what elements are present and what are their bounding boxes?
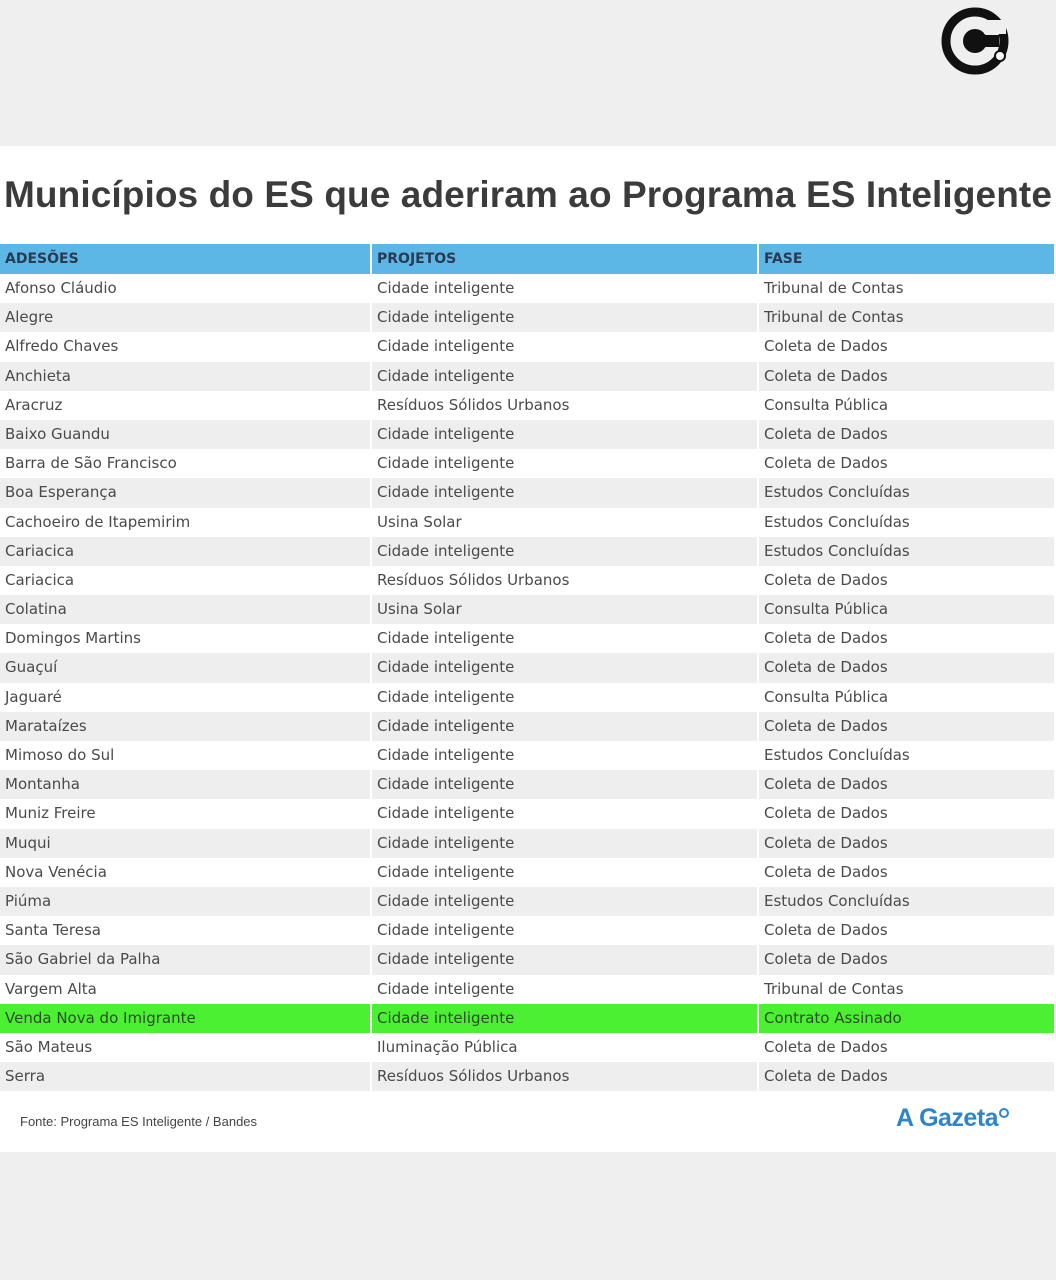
cell-fase: Coleta de Dados [759, 770, 1054, 799]
table-row [0, 362, 1054, 391]
cell-projeto: Cidade inteligente [372, 799, 759, 828]
cell-projeto: Iluminação Pública [372, 1033, 759, 1062]
cell-fase: Coleta de Dados [759, 858, 1054, 887]
cell-fase: Coleta de Dados [759, 799, 1054, 828]
cell-projeto: Cidade inteligente [372, 332, 759, 361]
cell-municipio: Colatina [0, 595, 372, 624]
table-row [0, 391, 1054, 420]
cell-municipio: Anchieta [0, 362, 372, 391]
cell-municipio: Alegre [0, 303, 372, 332]
cell-municipio: Alfredo Chaves [0, 332, 372, 361]
table-row [0, 274, 1054, 303]
table-row [0, 770, 1054, 799]
table-header-row [0, 244, 1054, 274]
cell-fase: Tribunal de Contas [759, 975, 1054, 1004]
cell-municipio: Santa Teresa [0, 916, 372, 945]
cell-projeto: Usina Solar [372, 508, 759, 537]
cell-municipio: Domingos Martins [0, 624, 372, 653]
cell-municipio: Marataízes [0, 712, 372, 741]
table-row [0, 653, 1054, 682]
cell-fase: Estudos Concluídas [759, 741, 1054, 770]
cell-projeto: Cidade inteligente [372, 303, 759, 332]
cell-fase: Coleta de Dados [759, 653, 1054, 682]
cell-projeto: Resíduos Sólidos Urbanos [372, 1062, 759, 1091]
table-row [0, 1033, 1054, 1062]
cell-fase: Estudos Concluídas [759, 508, 1054, 537]
brand-logo [896, 1104, 1009, 1133]
cell-municipio: Jaguaré [0, 683, 372, 712]
table-row [0, 683, 1054, 712]
cell-municipio: Muniz Freire [0, 799, 372, 828]
cell-fase: Consulta Pública [759, 683, 1054, 712]
cell-fase: Coleta de Dados [759, 420, 1054, 449]
cell-projeto: Resíduos Sólidos Urbanos [372, 566, 759, 595]
table-row [0, 508, 1054, 537]
cell-fase: Tribunal de Contas [759, 303, 1054, 332]
table-row [0, 566, 1054, 595]
table-row [0, 829, 1054, 858]
cell-projeto: Cidade inteligente [372, 858, 759, 887]
cell-projeto: Cidade inteligente [372, 537, 759, 566]
cell-projeto: Cidade inteligente [372, 829, 759, 858]
cell-municipio: Cachoeiro de Itapemirim [0, 508, 372, 537]
cell-projeto: Cidade inteligente [372, 916, 759, 945]
cell-projeto: Cidade inteligente [372, 624, 759, 653]
cell-fase: Coleta de Dados [759, 1033, 1054, 1062]
cell-fase: Estudos Concluídas [759, 887, 1054, 916]
cell-fase: Coleta de Dados [759, 945, 1054, 974]
cell-municipio: Mimoso do Sul [0, 741, 372, 770]
cell-fase: Coleta de Dados [759, 712, 1054, 741]
cell-projeto: Cidade inteligente [372, 975, 759, 1004]
cell-municipio: São Mateus [0, 1033, 372, 1062]
cell-fase: Coleta de Dados [759, 362, 1054, 391]
cell-fase: Coleta de Dados [759, 829, 1054, 858]
cell-fase: Consulta Pública [759, 391, 1054, 420]
table-row [0, 624, 1054, 653]
brand-mark-icon [999, 1108, 1009, 1118]
cell-projeto: Cidade inteligente [372, 770, 759, 799]
column-header-projetos: PROJETOS [372, 244, 759, 274]
cell-municipio: Guaçuí [0, 653, 372, 682]
cell-fase: Coleta de Dados [759, 449, 1054, 478]
table-row [0, 1004, 1054, 1033]
cell-projeto: Cidade inteligente [372, 683, 759, 712]
cell-municipio: Baixo Guandu [0, 420, 372, 449]
cell-projeto: Cidade inteligente [372, 478, 759, 507]
cell-projeto: Cidade inteligente [372, 420, 759, 449]
cell-fase: Tribunal de Contas [759, 274, 1054, 303]
cell-projeto: Cidade inteligente [372, 449, 759, 478]
table-row [0, 712, 1054, 741]
column-header-fase: FASE [759, 244, 1054, 274]
cell-projeto: Cidade inteligente [372, 712, 759, 741]
table-row [0, 887, 1054, 916]
adhesions-table [0, 244, 1054, 1091]
infographic-title: Municípios do ES que aderiram ao Programa ES Inteligente [4, 174, 1052, 215]
cell-projeto: Cidade inteligente [372, 274, 759, 303]
cell-fase: Coleta de Dados [759, 566, 1054, 595]
cell-fase: Coleta de Dados [759, 916, 1054, 945]
cell-municipio: Barra de São Francisco [0, 449, 372, 478]
table-row [0, 741, 1054, 770]
cell-projeto: Cidade inteligente [372, 945, 759, 974]
cell-municipio: Nova Venécia [0, 858, 372, 887]
table-row [0, 420, 1054, 449]
cell-fase: Contrato Assinado [759, 1004, 1054, 1033]
cell-municipio: Boa Esperança [0, 478, 372, 507]
cell-municipio: Muqui [0, 829, 372, 858]
cell-fase: Coleta de Dados [759, 332, 1054, 361]
cell-municipio: Cariacica [0, 537, 372, 566]
table-row [0, 303, 1054, 332]
table-row [0, 449, 1054, 478]
table-row [0, 975, 1054, 1004]
cell-municipio: Cariacica [0, 566, 372, 595]
cell-municipio: São Gabriel da Palha [0, 945, 372, 974]
infographic-card [0, 146, 1056, 1152]
table-row [0, 916, 1054, 945]
cell-projeto: Cidade inteligente [372, 741, 759, 770]
cell-projeto: Cidade inteligente [372, 362, 759, 391]
cell-municipio: Aracruz [0, 391, 372, 420]
cell-fase: Consulta Pública [759, 595, 1054, 624]
table-row [0, 945, 1054, 974]
gazeta-g-logo-icon [940, 6, 1010, 76]
cell-projeto: Cidade inteligente [372, 887, 759, 916]
cell-projeto: Cidade inteligente [372, 653, 759, 682]
brand-name: A Gazeta [896, 1104, 999, 1132]
table-row [0, 478, 1054, 507]
cell-fase: Coleta de Dados [759, 1062, 1054, 1091]
cell-municipio: Vargem Alta [0, 975, 372, 1004]
table-row [0, 799, 1054, 828]
cell-municipio: Afonso Cláudio [0, 274, 372, 303]
table-row [0, 858, 1054, 887]
cell-fase: Coleta de Dados [759, 624, 1054, 653]
cell-municipio: Piúma [0, 887, 372, 916]
source-note: Fonte: Programa ES Inteligente / Bandes [20, 1114, 258, 1129]
cell-municipio: Venda Nova do Imigrante [0, 1004, 372, 1033]
table-row [0, 537, 1054, 566]
cell-municipio: Montanha [0, 770, 372, 799]
table-row [0, 332, 1054, 361]
cell-projeto: Cidade inteligente [372, 1004, 759, 1033]
table-row [0, 595, 1054, 624]
cell-municipio: Serra [0, 1062, 372, 1091]
cell-projeto: Usina Solar [372, 595, 759, 624]
cell-projeto: Resíduos Sólidos Urbanos [372, 391, 759, 420]
table-row [0, 1062, 1054, 1091]
cell-fase: Estudos Concluídas [759, 478, 1054, 507]
cell-fase: Estudos Concluídas [759, 537, 1054, 566]
column-header-adesoes: ADESÕES [0, 244, 372, 274]
